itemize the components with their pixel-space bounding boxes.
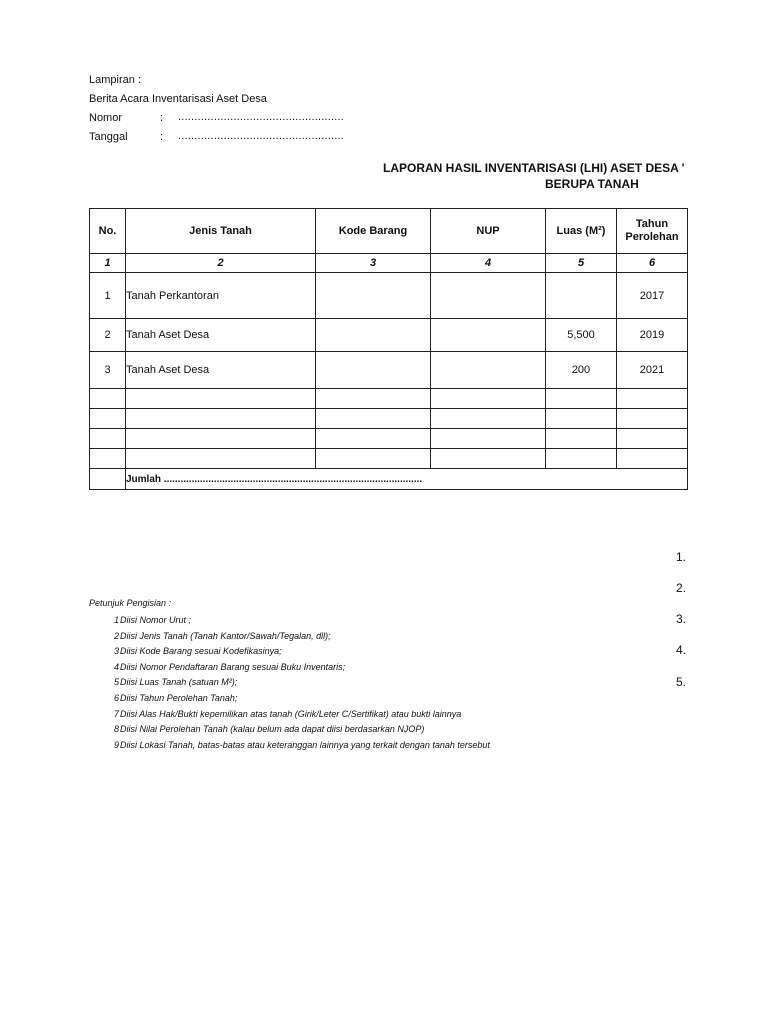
column-number: 6 <box>617 254 688 273</box>
instruction-text: Diisi Alas Hak/Bukti kepemilikan atas tanah (Girik/Leter C/Sertifikat) atau bukti lainnya <box>120 709 462 719</box>
cell-no: 3 <box>90 352 126 389</box>
empty-row <box>90 389 688 409</box>
lampiran-label: Lampiran : <box>89 74 141 86</box>
header-luas: Luas (M²) <box>546 209 617 254</box>
instruction-number: 3 <box>113 646 119 656</box>
total-row <box>90 469 688 490</box>
tanggal-colon: : <box>160 131 164 143</box>
header-nup: NUP <box>431 209 546 254</box>
cell-no: 2 <box>90 319 126 352</box>
instruction-number: 2 <box>113 631 119 641</box>
side-number: 2. <box>675 581 686 595</box>
empty-row <box>90 449 688 469</box>
column-number: 1 <box>90 254 126 273</box>
column-number-row <box>90 254 688 273</box>
table-header-row <box>90 209 688 254</box>
petunjuk-title: Petunjuk Pengisian : <box>89 598 172 608</box>
header-kode-barang: Kode Barang <box>316 209 431 254</box>
empty-row <box>90 409 688 429</box>
cell-jenis: Tanah Aset Desa <box>126 352 316 389</box>
cell-nup <box>431 352 546 389</box>
report-subtitle: BERUPA TANAH <box>545 177 639 191</box>
instruction-number: 4 <box>113 662 119 672</box>
column-number: 3 <box>316 254 431 273</box>
instruction-text: Diisi Kode Barang sesuai Kodefikasinya; <box>120 646 282 656</box>
table-row <box>90 319 688 352</box>
cell-tahun: 2019 <box>617 319 688 352</box>
tanggal-value: ................................................... <box>178 130 345 142</box>
instruction-number: 5 <box>113 677 119 687</box>
cell-jenis: Tanah Perkantoran <box>126 273 316 319</box>
cell-nup <box>431 319 546 352</box>
cell-kode <box>316 273 431 319</box>
nomor-colon: : <box>160 112 164 124</box>
instruction-number: 9 <box>113 740 119 750</box>
nomor-label: Nomor <box>89 112 123 124</box>
instruction-text: Diisi Nomor Urut ; <box>120 615 192 625</box>
side-number: 3. <box>675 612 686 626</box>
report-title: LAPORAN HASIL INVENTARISASI (LHI) ASET DESA ' <box>383 161 685 175</box>
header-tahun-perolehan: Tahun Perolehan <box>617 209 688 254</box>
cell-nup <box>431 273 546 319</box>
cell-kode <box>316 352 431 389</box>
column-number: 2 <box>126 254 316 273</box>
side-number: 1. <box>675 550 686 564</box>
header-no: No. <box>90 209 126 254</box>
instruction-text: Diisi Nomor Pendaftaran Barang sesuai Buku Inventaris; <box>120 662 346 672</box>
cell-luas: 200 <box>546 352 617 389</box>
instruction-number: 6 <box>113 693 119 703</box>
instruction-text: Diisi Nilai Perolehan Tanah (kalau belum ada dapat diisi berdasarkan NJOP) <box>120 724 425 734</box>
cell-kode <box>316 319 431 352</box>
column-number: 4 <box>431 254 546 273</box>
table-row <box>90 273 688 319</box>
table-row <box>90 352 688 389</box>
cell-luas: 5,500 <box>546 319 617 352</box>
column-number: 5 <box>546 254 617 273</box>
instruction-text: Diisi Jenis Tanah (Tanah Kantor/Sawah/Tegalan, dll); <box>120 631 331 641</box>
instruction-number: 8 <box>113 724 119 734</box>
side-number: 5. <box>675 675 686 689</box>
cell-no: 1 <box>90 273 126 319</box>
instruction-text: Diisi Tahun Perolehan Tanah; <box>120 693 238 703</box>
cell-luas <box>546 273 617 319</box>
inventory-table <box>89 208 688 490</box>
cell-tahun: 2021 <box>617 352 688 389</box>
instruction-text: Diisi Luas Tanah (satuan M²); <box>120 677 238 687</box>
empty-row <box>90 429 688 449</box>
header-jenis-tanah: Jenis Tanah <box>126 209 316 254</box>
instruction-text: Diisi Lokasi Tanah, batas-batas atau keteranggan lainnya yang terkait dengan tanah tersebut <box>120 740 490 750</box>
jumlah-label: Jumlah ............................................................................................. <box>126 469 688 490</box>
side-number: 4. <box>675 643 686 657</box>
cell-jenis: Tanah Aset Desa <box>126 319 316 352</box>
instruction-number: 7 <box>113 709 119 719</box>
instruction-number: 1 <box>113 615 119 625</box>
nomor-value: ................................................... <box>178 111 345 123</box>
tanggal-label: Tanggal <box>89 131 128 143</box>
cell-tahun: 2017 <box>617 273 688 319</box>
berita-acara-label: Berita Acara Inventarisasi Aset Desa <box>89 93 267 105</box>
